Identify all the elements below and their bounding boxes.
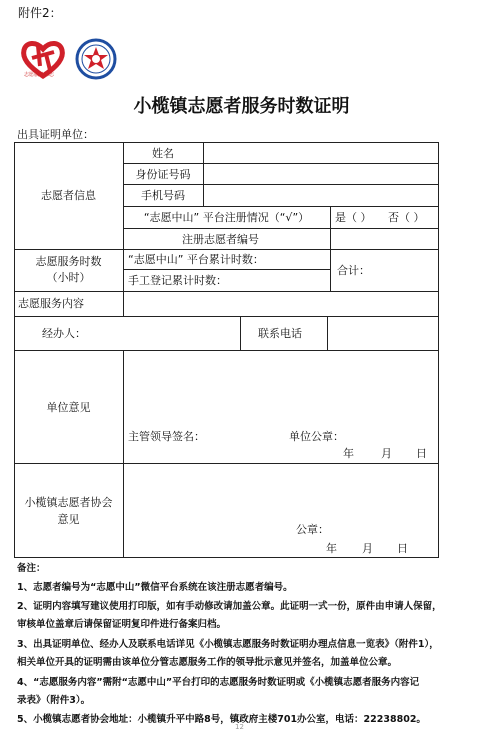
yes-option[interactable]: 是（ ） — [335, 211, 372, 224]
association-seal-label: 公章： — [296, 523, 329, 536]
association-date-year: 年 — [326, 542, 337, 555]
unit-seal-label: 单位公章： — [289, 430, 344, 443]
note-item: 录表》（附件3）。 — [17, 695, 91, 706]
note-item: 1、志愿者编号为“志愿中山”微信平台系统在该注册志愿者编号。 — [17, 582, 293, 593]
volunteer-logo — [18, 36, 68, 84]
unit-opinion-label: 单位意见 — [46, 401, 91, 414]
note-item: 相关单位开具的证明需由该单位分管志愿服务工作的领导批示意见并签名，加盖单位公章。 — [17, 657, 398, 668]
platform-registration-label: “志愿中山” 平台注册情况（“√”） — [143, 211, 310, 224]
handler-label: 经办人： — [42, 327, 86, 340]
platform-hours-label: “志愿中山” 平台累计时数： — [128, 253, 264, 266]
service-hours-unit: （小时） — [46, 271, 91, 284]
page-title: 小榄镇志愿者服务时数证明 — [133, 96, 350, 117]
contact-phone-label: 联系电话 — [258, 327, 302, 340]
association-date-day: 日 — [397, 542, 408, 555]
association-date-month: 月 — [362, 542, 373, 555]
service-hours-label: 志愿服务时数 — [35, 255, 102, 268]
id-number-label: 身份证号码 — [135, 168, 191, 181]
date-day: 日 — [416, 447, 427, 460]
issuer-label: 出具证明单位： — [17, 128, 94, 141]
date-year: 年 — [343, 447, 354, 460]
association-opinion-label: 小榄镇志愿者协会 — [24, 496, 113, 509]
phone-label: 手机号码 — [141, 189, 185, 202]
note-item: 3、出具证明单位、经办人及联系电话详见《小榄镇志愿服务时数证明办理点信息一览表》（附件1）， — [17, 639, 439, 650]
logo-caption: 志愿服务标志 — [24, 72, 55, 78]
leader-signature-label: 主管领导签名： — [128, 430, 205, 443]
association-emblem-icon — [75, 38, 117, 80]
registered-id-label: 注册志愿者编号 — [182, 233, 259, 246]
note-item: 5、小榄镇志愿者协会地址：小榄镇升平中路8号，镇政府主楼701办公室，电话：22238802。 — [17, 714, 426, 725]
attachment-label: 附件2： — [18, 6, 62, 20]
note-item: 2、证明内容填写建议使用打印版，如有手动修改请加盖公章。此证明一式一份，原件由申请人保留， — [17, 601, 442, 612]
note-item: 4、“志愿服务内容”需附“志愿中山”平台打印的志愿服务时数证明或《小榄镇志愿者服务内容记 — [17, 677, 420, 688]
note-item: 审核单位盖章后请保留证明复印件进行备案归档。 — [17, 619, 227, 630]
page-number: 12 — [235, 723, 244, 731]
volunteer-info-label: 志愿者信息 — [41, 189, 96, 202]
service-content-label: 志愿服务内容 — [18, 297, 84, 310]
volunteer-association-logo — [75, 38, 117, 80]
notes-heading: 备注： — [17, 563, 46, 574]
total-label: 合计： — [337, 264, 370, 277]
no-option[interactable]: 否（ ） — [388, 211, 425, 224]
name-label: 姓名 — [152, 147, 174, 160]
date-month: 月 — [381, 447, 392, 460]
association-opinion-label-2: 意见 — [57, 513, 80, 526]
manual-hours-label: 手工登记累计时数： — [128, 274, 227, 287]
